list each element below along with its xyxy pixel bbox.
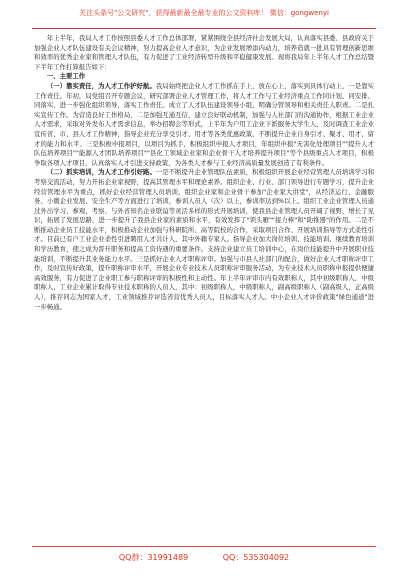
subsection-1-paragraph — [34, 82, 374, 168]
top-banner: 关注头条号"公文研究"，获得最新最全最专业的公文资料库！ 微信：gongwenyi — [79, 9, 329, 17]
subsection-1-body: 我局始终把企业人才工作抓在手上，放在心上，落实到具体行动上，一是靠实工作责任。年初，局党组召开专题会议，研究部署企业人才管理工作，将人才工作与工业经济重点工作同计划、同安排、同落实，进一步强化组织领导，落实工作责任。成立了人才队伍建设领导小组，明确分管领导和相关责任人职责。二是扎实宣传工作。为营造良好工作格局，二是加强互通互信，建立良好联动机制，加强与人社部门的沟通协作，根据工业企业人才需求，采取对外发布人才需求信息，举办招聘会等形式，上半年为户用工企业下派服务大学生人，及时调查工业企业宣传省、市、县人才工作精神，指导企业充分享受引才、用才等各类优惠政策，不断提升企业自身引才、聚才、用才、留才的能力和水平。三是积极申报项目，以项目为抓手，积极组织申报人才项目，年组织申报"无害化处理项目""提升人才队伍培养项目""能源人才团队培养项目""县化工领域企业家和企业骨干人才培养提升项目"等个县级重点人才项目，积极争取各项人才项目，认真落实人才引进支持政策，为各类人才参与工业经济高质量发展创造了有利条件。 — [34, 81, 375, 167]
document-body — [34, 34, 374, 312]
subsection-2-title: （二）抓实培训，为人才工作引好路。 — [46, 168, 156, 177]
footer — [0, 552, 408, 563]
footer-qq: QQ：535304092 — [222, 553, 290, 562]
footer-divider — [32, 546, 376, 547]
intro-paragraph: 年上半年，我局人才工作按照县委人才工作总体部署，紧紧围绕全县经济社会发展大局，认真落实县委、县政府关于加强企业人才队伍建设有关会议精神，努力提高企业人才意识，为企业发展增添内动力，培养造就一批具有管理创新思维和效率的优秀企业家和管理人才队伍，有力促进了工业经济转型升级和平稳健康发展。现将我局年上半年人才工作总结暨下半年工作打算报告如下： — [34, 34, 374, 71]
subsection-1-title: （一）靠实责任，为人才工作护好航。 — [46, 81, 156, 90]
footer-qq-group: QQ群：31991489 — [118, 553, 189, 562]
section-heading: 一、主要工作 — [46, 72, 86, 81]
subsection-2-body: 一是不断提升企业管理队伍素质，积极组织开展企业经营管理人员培训学习和考察交流活动，努力开拓企业家视野，提高其管理水平和理论素养。组织企业、行业、部门领导进行专题学习，提升企业经营管理水平为重点，抓好企业经营管理人员培训，组织企业家和企业骨干参加"企业家大讲堂"，从经济运行、金融服务、小微企业发展、安全生产等方面进行了培训，参训人员人（次）以上，参训率达到%以上。组织工业企业管理人员通过外出学习、参观、考察、与外省知名企业联谊等灵活多样的形式开展培训，使我县企业管理人员开阔了视野，增长了见识，拓展了发展思路，进一步提升了我县企业家的素质和水平，有效发挥了"领头雁""接力棒"和"助推器"的作用。二是不断推动企业员工技能水平，积极推动企业加强与科研院所、高等院校的合作，采取项目合作、开展培训指导等方式柔性引才。目前已有户工业企业柔性引进聘用人才共计人，其中外籍专家人。指导企业加大岗位培训、技能培训、继续教育培训和学历教育，使之成为晋升职务和提高工资待遇的重要条件。支持企业建立员工培训中心，在岗位技能提升中开展职业技能培训，不断提升其业务能力水平。三是抓好企业人才职称评审。加强与市县人社部门的配合，做好企业人才职称评审工作，及时宣传好政策，提升职称评审水平，开展企业专业技术人员职称评审服务活动，为专业技术人员职称申报提供便捷高效服务，有力促进了企业职工参与职称评审的积极性和主动性。年上半年评审市内有效职称人，其中初级职称人，中级职称人，工业企业累计取得专业技术职称的人员人，其中：初级职称人，中级职称人，副高级职称人（副高级人，正高级人），推荐同志为国家人才，工业领域推荐评选省营优秀人员人，目标落实人才人。中小企业人才评价政策"绿色通道"进一步畅通。 — [34, 168, 375, 311]
banner-divider — [32, 28, 376, 29]
subsection-2-paragraph — [34, 168, 374, 312]
